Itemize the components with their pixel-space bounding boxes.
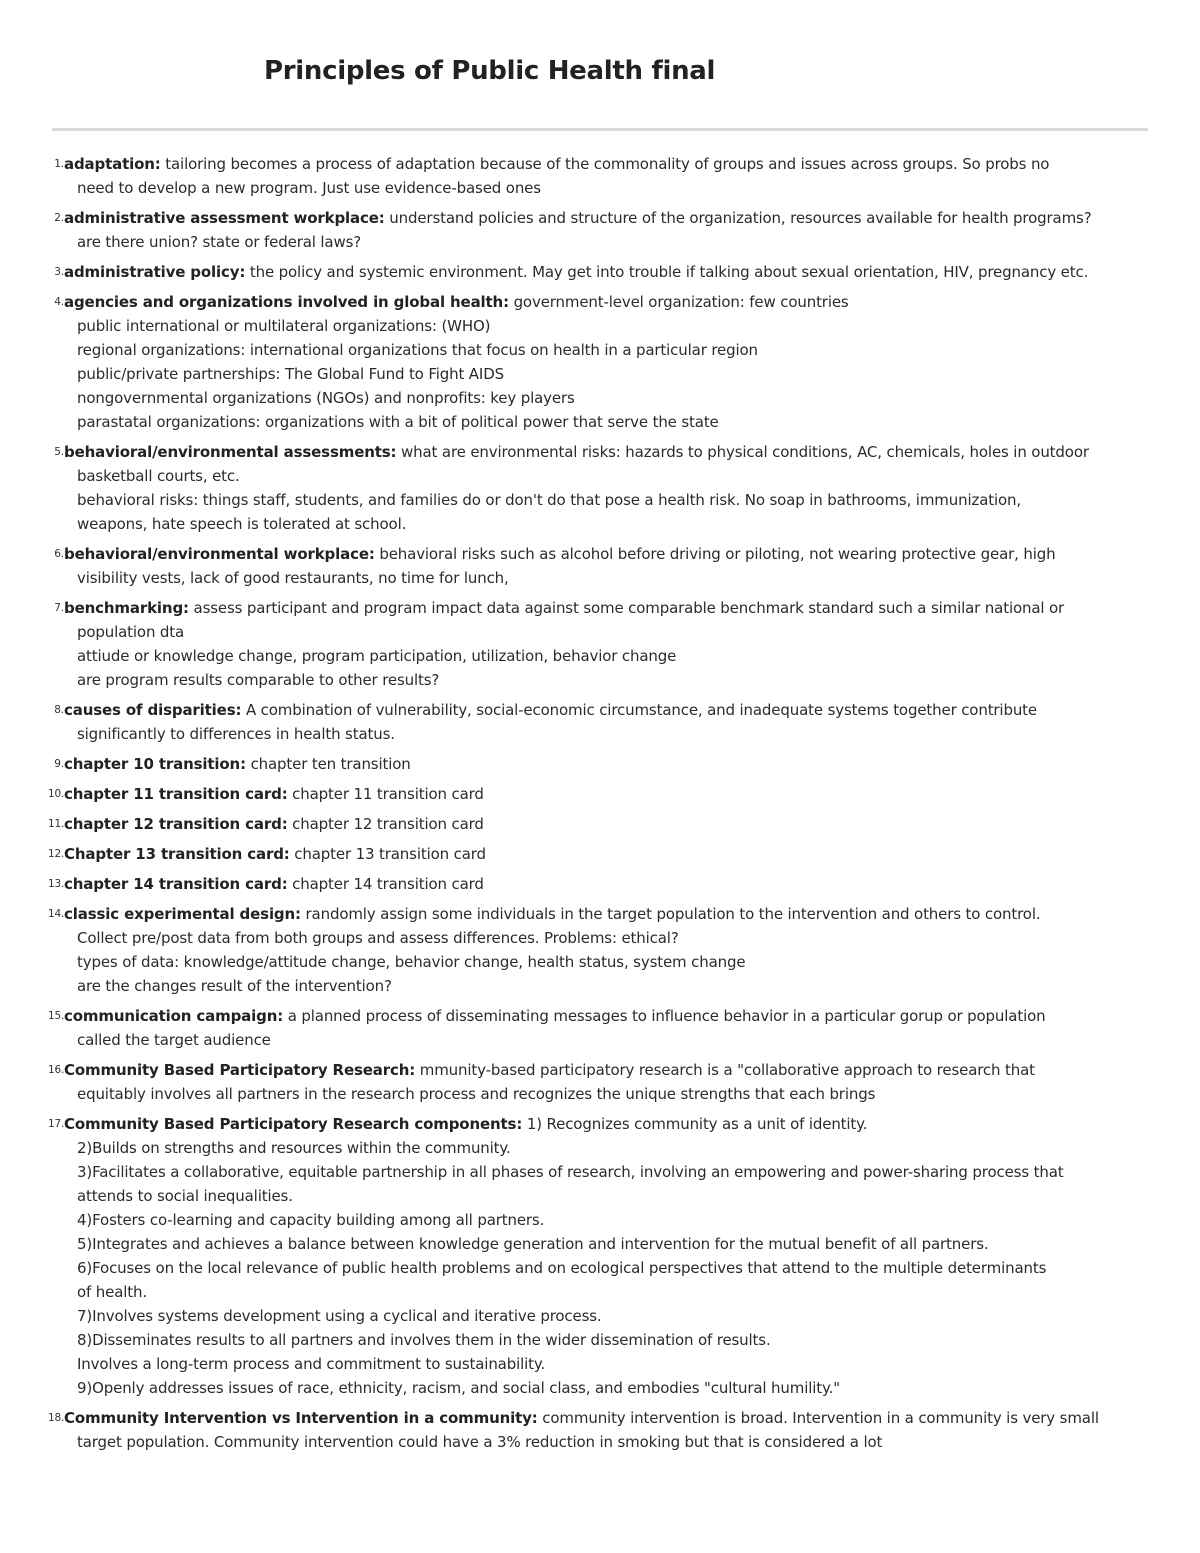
glossary-item bbox=[48, 1004, 1148, 1052]
item-continuation-line bbox=[77, 410, 1148, 434]
term-label: chapter 10 transition: bbox=[64, 755, 246, 773]
item-continuation-line bbox=[77, 1232, 1148, 1256]
item-continuation-line bbox=[77, 1430, 1148, 1454]
definition-text: of health. bbox=[77, 1283, 147, 1301]
item-continuation-line bbox=[77, 1136, 1148, 1160]
definition-text: basketball courts, etc. bbox=[77, 467, 240, 485]
item-number: 10. bbox=[48, 788, 65, 800]
definition-text: behavioral risks such as alcohol before driving or piloting, not wearing protective gear, high bbox=[379, 545, 1056, 563]
definition-text: visibility vests, lack of good restaurants, no time for lunch, bbox=[77, 569, 509, 587]
definition-text: understand policies and structure of the organization, resources available for health programs? bbox=[389, 209, 1092, 227]
definition-text: 2)Builds on strengths and resources within the community. bbox=[77, 1139, 511, 1157]
item-number: 2. bbox=[54, 212, 64, 224]
item-continuation-line bbox=[77, 1256, 1148, 1280]
item-first-line bbox=[64, 752, 1148, 776]
item-number: 18. bbox=[48, 1412, 65, 1424]
definition-text: mmunity-based participatory research is a "collaborative approach to research that bbox=[419, 1061, 1035, 1079]
item-first-line bbox=[64, 152, 1148, 176]
item-first-line bbox=[64, 596, 1148, 620]
item-number: 7. bbox=[54, 602, 64, 614]
item-number: 1. bbox=[54, 158, 64, 170]
term-label: Community Based Participatory Research components: bbox=[64, 1115, 523, 1133]
item-continuation-line bbox=[77, 512, 1148, 536]
definition-text: chapter 11 transition card bbox=[292, 785, 484, 803]
glossary-item bbox=[48, 260, 1148, 284]
definition-text: tailoring becomes a process of adaptation because of the commonality of groups and issues across groups. So probs no bbox=[165, 155, 1050, 173]
title-divider bbox=[52, 128, 1148, 131]
glossary-item bbox=[48, 1112, 1148, 1400]
item-continuation-line bbox=[77, 668, 1148, 692]
item-first-line bbox=[64, 842, 1148, 866]
definition-text: chapter 12 transition card bbox=[292, 815, 484, 833]
item-first-line bbox=[64, 440, 1148, 464]
definition-text: A combination of vulnerability, social-economic circumstance, and inadequate systems together contribute bbox=[245, 701, 1037, 719]
term-label: Community Based Participatory Research: bbox=[64, 1061, 416, 1079]
item-continuation-line bbox=[77, 386, 1148, 410]
item-continuation-line bbox=[77, 464, 1148, 488]
page-title: Principles of Public Health final bbox=[264, 56, 716, 86]
definition-text: chapter ten transition bbox=[250, 755, 411, 773]
definition-text: 4)Fosters co-learning and capacity building among all partners. bbox=[77, 1211, 545, 1229]
definition-text: behavioral risks: things staff, students, and families do or don't do that pose a health risk. No soap in bathrooms, immunization, bbox=[77, 491, 1021, 509]
definition-text: are the changes result of the intervention? bbox=[77, 977, 392, 995]
item-first-line bbox=[64, 290, 1148, 314]
item-first-line bbox=[64, 1406, 1148, 1430]
definition-text: randomly assign some individuals in the target population to the intervention and others to control. bbox=[305, 905, 1041, 923]
glossary-item bbox=[48, 290, 1148, 434]
definition-text: attends to social inequalities. bbox=[77, 1187, 293, 1205]
item-continuation-line bbox=[77, 230, 1148, 254]
item-continuation-line bbox=[77, 1208, 1148, 1232]
definition-text: equitably involves all partners in the research process and recognizes the unique strengths that each brings bbox=[77, 1085, 876, 1103]
definition-text: what are environmental risks: hazards to physical conditions, AC, chemicals, holes in outdoor bbox=[401, 443, 1089, 461]
glossary-item bbox=[48, 596, 1148, 692]
definition-text: weapons, hate speech is tolerated at school. bbox=[77, 515, 407, 533]
definition-text: types of data: knowledge/attitude change, behavior change, health status, system change bbox=[77, 953, 746, 971]
glossary-item bbox=[48, 698, 1148, 746]
item-number: 12. bbox=[48, 848, 65, 860]
item-continuation-line bbox=[77, 1160, 1148, 1184]
definition-text: are program results comparable to other results? bbox=[77, 671, 440, 689]
item-number: 4. bbox=[54, 296, 64, 308]
glossary-item bbox=[48, 872, 1148, 896]
definition-text: 3)Facilitates a collaborative, equitable partnership in all phases of research, involving an empowering and power-sharing process that bbox=[77, 1163, 1064, 1181]
definition-text: significantly to differences in health status. bbox=[77, 725, 395, 743]
glossary-item bbox=[48, 542, 1148, 590]
definition-text: 1) Recognizes community as a unit of identity. bbox=[526, 1115, 868, 1133]
definition-text: assess participant and program impact data against some comparable benchmark standard such a similar national or bbox=[193, 599, 1065, 617]
item-continuation-line bbox=[77, 338, 1148, 362]
item-continuation-line bbox=[77, 1304, 1148, 1328]
term-label: Community Intervention vs Intervention in a community: bbox=[64, 1409, 538, 1427]
item-number: 13. bbox=[48, 878, 65, 890]
item-continuation-line bbox=[77, 926, 1148, 950]
definition-text: Collect pre/post data from both groups and assess differences. Problems: ethical? bbox=[77, 929, 679, 947]
item-first-line bbox=[64, 872, 1148, 896]
definition-text: 8)Disseminates results to all partners and involves them in the wider dissemination of results. bbox=[77, 1331, 771, 1349]
item-continuation-line bbox=[77, 1082, 1148, 1106]
definition-text: population dta bbox=[77, 623, 185, 641]
item-first-line bbox=[64, 206, 1148, 230]
item-number: 11. bbox=[48, 818, 65, 830]
item-continuation-line bbox=[77, 314, 1148, 338]
definition-text: 6)Focuses on the local relevance of public health problems and on ecological perspectives that attend to the multiple determinants bbox=[77, 1259, 1047, 1277]
glossary-item bbox=[48, 1058, 1148, 1106]
item-number: 17. bbox=[48, 1118, 65, 1130]
item-continuation-line bbox=[77, 1352, 1148, 1376]
glossary-item bbox=[48, 782, 1148, 806]
term-label: chapter 11 transition card: bbox=[64, 785, 288, 803]
term-label: administrative assessment workplace: bbox=[64, 209, 385, 227]
definition-text: regional organizations: international organizations that focus on health in a particular region bbox=[77, 341, 758, 359]
definition-text: chapter 14 transition card bbox=[292, 875, 484, 893]
definition-text: a planned process of disseminating messages to influence behavior in a particular gorup or population bbox=[287, 1007, 1046, 1025]
item-number: 6. bbox=[54, 548, 64, 560]
definition-text: community intervention is broad. Intervention in a community is very small bbox=[542, 1409, 1099, 1427]
definition-text: Involves a long-term process and commitment to sustainability. bbox=[77, 1355, 546, 1373]
definition-text: public/private partnerships: The Global Fund to Fight AIDS bbox=[77, 365, 504, 383]
item-number: 15. bbox=[48, 1010, 65, 1022]
definition-text: 7)Involves systems development using a cyclical and iterative process. bbox=[77, 1307, 602, 1325]
definition-text: the policy and systemic environment. May get into trouble if talking about sexual orientation, HIV, pregnancy etc. bbox=[249, 263, 1089, 281]
term-label: chapter 14 transition card: bbox=[64, 875, 288, 893]
item-first-line bbox=[64, 812, 1148, 836]
glossary-item bbox=[48, 440, 1148, 536]
item-continuation-line bbox=[77, 1376, 1148, 1400]
glossary-list bbox=[48, 152, 1148, 1460]
definition-text: 9)Openly addresses issues of race, ethnicity, racism, and social class, and embodies "cultural humility." bbox=[77, 1379, 840, 1397]
definition-text: 5)Integrates and achieves a balance between knowledge generation and intervention for the mutual benefit of all partners. bbox=[77, 1235, 989, 1253]
item-continuation-line bbox=[77, 722, 1148, 746]
glossary-item bbox=[48, 842, 1148, 866]
term-label: causes of disparities: bbox=[64, 701, 242, 719]
item-continuation-line bbox=[77, 362, 1148, 386]
glossary-item bbox=[48, 206, 1148, 254]
term-label: Chapter 13 transition card: bbox=[64, 845, 290, 863]
item-number: 9. bbox=[54, 758, 64, 770]
term-label: behavioral/environmental workplace: bbox=[64, 545, 375, 563]
item-number: 14. bbox=[48, 908, 65, 920]
definition-text: public international or multilateral organizations: (WHO) bbox=[77, 317, 491, 335]
definition-text: nongovernmental organizations (NGOs) and nonprofits: key players bbox=[77, 389, 575, 407]
definition-text: government-level organization: few countries bbox=[513, 293, 849, 311]
item-first-line bbox=[64, 1058, 1148, 1082]
item-continuation-line bbox=[77, 1280, 1148, 1304]
item-first-line bbox=[64, 260, 1148, 284]
glossary-item bbox=[48, 902, 1148, 998]
item-number: 3. bbox=[54, 266, 64, 278]
glossary-item bbox=[48, 812, 1148, 836]
definition-text: are there union? state or federal laws? bbox=[77, 233, 362, 251]
definition-text: target population. Community intervention could have a 3% reduction in smoking but that is considered a lot bbox=[77, 1433, 883, 1451]
term-label: behavioral/environmental assessments: bbox=[64, 443, 397, 461]
item-first-line bbox=[64, 782, 1148, 806]
item-continuation-line bbox=[77, 488, 1148, 512]
item-first-line bbox=[64, 698, 1148, 722]
definition-text: parastatal organizations: organizations with a bit of political power that serve the state bbox=[77, 413, 719, 431]
item-continuation-line bbox=[77, 950, 1148, 974]
item-continuation-line bbox=[77, 1028, 1148, 1052]
definition-text: need to develop a new program. Just use evidence-based ones bbox=[77, 179, 541, 197]
definition-text: chapter 13 transition card bbox=[294, 845, 486, 863]
item-first-line bbox=[64, 1004, 1148, 1028]
item-continuation-line bbox=[77, 974, 1148, 998]
term-label: classic experimental design: bbox=[64, 905, 301, 923]
item-continuation-line bbox=[77, 176, 1148, 200]
term-label: agencies and organizations involved in global health: bbox=[64, 293, 509, 311]
item-number: 8. bbox=[54, 704, 64, 716]
term-label: benchmarking: bbox=[64, 599, 189, 617]
glossary-item bbox=[48, 1406, 1148, 1454]
term-label: administrative policy: bbox=[64, 263, 246, 281]
item-continuation-line bbox=[77, 1328, 1148, 1352]
item-continuation-line bbox=[77, 644, 1148, 668]
item-first-line bbox=[64, 542, 1148, 566]
item-continuation-line bbox=[77, 620, 1148, 644]
term-label: adaptation: bbox=[64, 155, 161, 173]
definition-text: attiude or knowledge change, program participation, utilization, behavior change bbox=[77, 647, 677, 665]
definition-text: called the target audience bbox=[77, 1031, 271, 1049]
item-continuation-line bbox=[77, 566, 1148, 590]
item-number: 5. bbox=[54, 446, 64, 458]
term-label: communication campaign: bbox=[64, 1007, 284, 1025]
glossary-item bbox=[48, 752, 1148, 776]
term-label: chapter 12 transition card: bbox=[64, 815, 288, 833]
item-first-line bbox=[64, 902, 1148, 926]
item-number: 16. bbox=[48, 1064, 65, 1076]
item-first-line bbox=[64, 1112, 1148, 1136]
glossary-item bbox=[48, 152, 1148, 200]
item-continuation-line bbox=[77, 1184, 1148, 1208]
